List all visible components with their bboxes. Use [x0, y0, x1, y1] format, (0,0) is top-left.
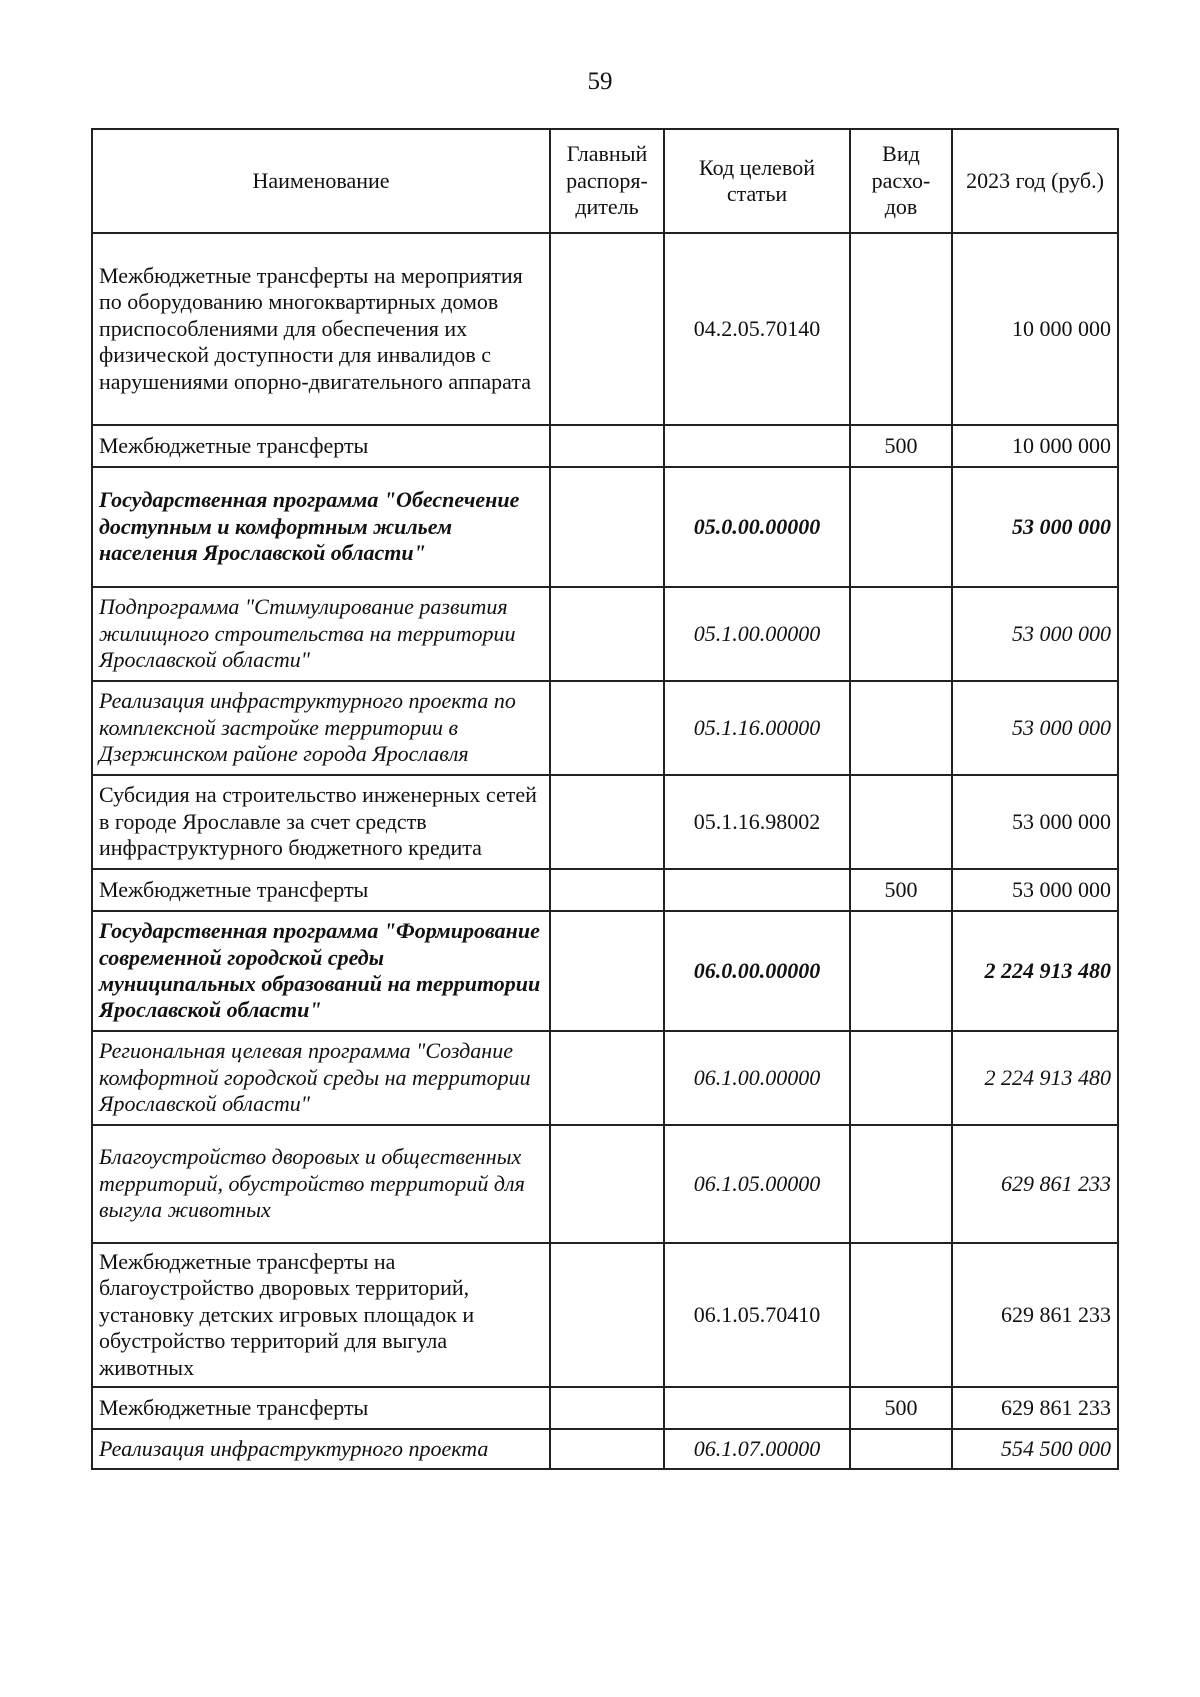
table-row — [92, 1125, 1118, 1243]
table-row — [92, 467, 1118, 587]
row-code-cell: 04.2.05.70140 — [664, 233, 850, 425]
row-type-cell — [850, 233, 952, 425]
row-amount-cell: 629 861 233 — [952, 1387, 1118, 1429]
row-amount-cell: 554 500 000 — [952, 1429, 1118, 1469]
row-code-cell: 06.0.00.00000 — [664, 911, 850, 1031]
row-name-cell: Государственная программа "Обеспечение доступным и комфортным жильем населения Ярославской области" — [92, 467, 550, 587]
row-type-cell: 500 — [850, 1387, 952, 1429]
table-row — [92, 1387, 1118, 1429]
row-admin-cell — [550, 1243, 664, 1387]
row-name-cell: Межбюджетные трансферты на благоустройство дворовых территорий, установку детских игровых площадок и обустройство территорий для выгула животных — [92, 1243, 550, 1387]
row-name-cell: Государственная программа "Формирование современной городской среды муниципальных образований на территории Ярославской области" — [92, 911, 550, 1031]
header-amount: 2023 год (руб.) — [952, 129, 1118, 233]
row-name-cell: Межбюджетные трансферты — [92, 425, 550, 467]
row-code-cell: 06.1.05.00000 — [664, 1125, 850, 1243]
row-amount-cell: 53 000 000 — [952, 587, 1118, 681]
row-type-cell — [850, 1429, 952, 1469]
table-header-row — [92, 129, 1118, 233]
table-row — [92, 233, 1118, 425]
row-amount-cell: 629 861 233 — [952, 1125, 1118, 1243]
row-name-cell: Реализация инфраструктурного проекта — [92, 1429, 550, 1469]
row-amount-cell: 10 000 000 — [952, 425, 1118, 467]
table-row — [92, 869, 1118, 911]
table-row — [92, 1031, 1118, 1125]
row-name-cell: Межбюджетные трансферты — [92, 1387, 550, 1429]
row-admin-cell — [550, 1387, 664, 1429]
row-code-cell: 05.1.00.00000 — [664, 587, 850, 681]
row-type-cell — [850, 1031, 952, 1125]
row-name-cell: Региональная целевая программа "Создание комфортной городской среды на территории Ярославской области" — [92, 1031, 550, 1125]
row-admin-cell — [550, 911, 664, 1031]
row-admin-cell — [550, 775, 664, 869]
row-name-cell: Благоустройство дворовых и общественных территорий, обустройство территорий для выгула животных — [92, 1125, 550, 1243]
page-number: 59 — [587, 68, 613, 95]
row-type-cell — [850, 1243, 952, 1387]
row-code-cell: 06.1.05.70410 — [664, 1243, 850, 1387]
row-amount-cell: 53 000 000 — [952, 467, 1118, 587]
table-row — [92, 425, 1118, 467]
row-type-cell — [850, 587, 952, 681]
table-row — [92, 911, 1118, 1031]
row-code-cell: 06.1.07.00000 — [664, 1429, 850, 1469]
row-amount-cell: 53 000 000 — [952, 681, 1118, 775]
row-admin-cell — [550, 467, 664, 587]
table-row — [92, 775, 1118, 869]
row-admin-cell — [550, 1031, 664, 1125]
row-type-cell — [850, 775, 952, 869]
table-row — [92, 1429, 1118, 1469]
row-admin-cell — [550, 233, 664, 425]
row-amount-cell: 53 000 000 — [952, 775, 1118, 869]
row-type-cell — [850, 681, 952, 775]
row-amount-cell: 629 861 233 — [952, 1243, 1118, 1387]
row-amount-cell: 2 224 913 480 — [952, 1031, 1118, 1125]
row-admin-cell — [550, 1429, 664, 1469]
row-type-cell — [850, 467, 952, 587]
row-admin-cell — [550, 1125, 664, 1243]
header-admin: Главный распоря-дитель — [550, 129, 664, 233]
row-type-cell — [850, 1125, 952, 1243]
header-type: Вид расхо-дов — [850, 129, 952, 233]
table-row — [92, 681, 1118, 775]
row-code-cell — [664, 1387, 850, 1429]
row-code-cell — [664, 869, 850, 911]
row-code-cell: 05.1.16.98002 — [664, 775, 850, 869]
header-name: Наименование — [92, 129, 550, 233]
row-name-cell: Реализация инфраструктурного проекта по комплексной застройке территории в Дзержинском районе города Ярославля — [92, 681, 550, 775]
row-amount-cell: 2 224 913 480 — [952, 911, 1118, 1031]
row-admin-cell — [550, 681, 664, 775]
row-code-cell: 05.1.16.00000 — [664, 681, 850, 775]
row-name-cell: Межбюджетные трансферты на мероприятия по оборудованию многоквартирных домов приспособлениями для обеспечения их физической доступности для инвалидов с нарушениями опорно-двигательного аппарата — [92, 233, 550, 425]
row-code-cell: 05.0.00.00000 — [664, 467, 850, 587]
row-code-cell — [664, 425, 850, 467]
table-row — [92, 1243, 1118, 1387]
row-type-cell — [850, 911, 952, 1031]
row-type-cell: 500 — [850, 425, 952, 467]
row-type-cell: 500 — [850, 869, 952, 911]
row-amount-cell: 10 000 000 — [952, 233, 1118, 425]
row-name-cell: Субсидия на строительство инженерных сетей в городе Ярославле за счет средств инфраструктурного бюджетного кредита — [92, 775, 550, 869]
row-name-cell: Подпрограмма "Стимулирование развития жилищного строительства на территории Ярославской области" — [92, 587, 550, 681]
budget-table — [91, 128, 1119, 1470]
table-row — [92, 587, 1118, 681]
row-admin-cell — [550, 587, 664, 681]
row-admin-cell — [550, 869, 664, 911]
row-admin-cell — [550, 425, 664, 467]
header-code: Код целевой статьи — [664, 129, 850, 233]
row-code-cell: 06.1.00.00000 — [664, 1031, 850, 1125]
row-amount-cell: 53 000 000 — [952, 869, 1118, 911]
row-name-cell: Межбюджетные трансферты — [92, 869, 550, 911]
